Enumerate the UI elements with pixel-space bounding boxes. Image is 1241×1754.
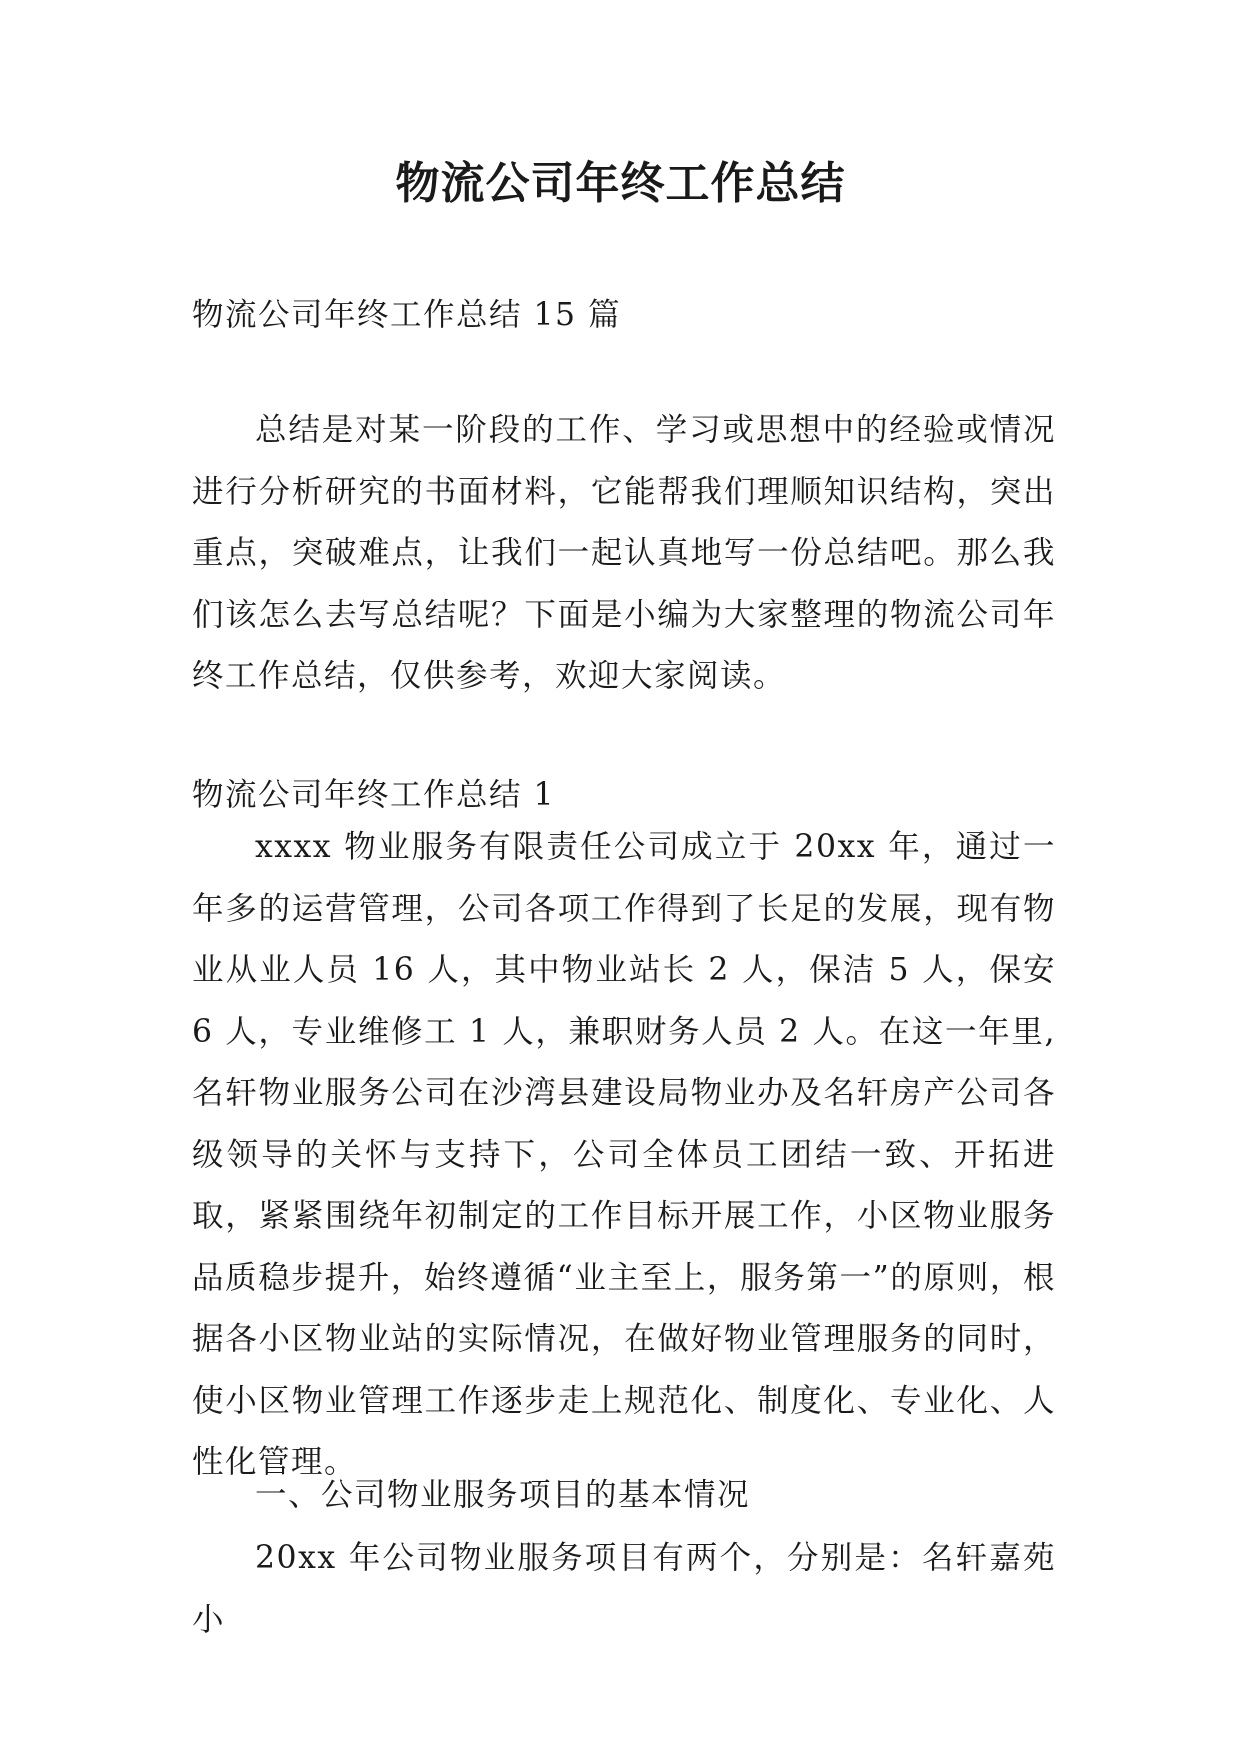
document-title: 物流公司年终工作总结 [395, 158, 846, 209]
intro-paragraph: 总结是对某一阶段的工作、学习或思想中的经验或情况进行分析研究的书面材料，它能帮我们理顺知识结构，突出重点，突破难点，让我们一起认真地写一份总结吧。那么我们该怎么去写总结呢？下面是小编为大家整理的物流公司年终工作总结，仅供参考，欢迎大家阅读。 [192, 412, 1056, 694]
document-subtitle: 物流公司年终工作总结 15 篇 [192, 297, 622, 333]
section-point-heading: 一、公司物业服务项目的基本情况 [255, 1477, 751, 1513]
section-paragraph: xxxx 物业服务有限责任公司成立于 20xx 年，通过一年多的运营管理，公司各项工作得到了长足的发展，现有物业从业人员 16 人，其中物业站长 2 人，保洁 5 人，保安 6 人，专业维修工 1 人，兼职财务人员 2 人。在这一年里,名轩物业服务公司在沙湾县建设局物业办及名轩房产公司各级领导的关怀与支持下，公司全体员工团结一致、开拓进取，紧紧围绕年初制定的工作目标开展工作，小区物业服务品质稳步提升，始终遵循“业主至上，服务第一”的原则，根据各小区物业站的实际情况，在做好物业管理服务的同时，使小区物业管理工作逐步走上规范化、制度化、专业化、人性化管理。 [192, 829, 1056, 1480]
section-paragraph-continued: 20xx 年公司物业服务项目有两个，分别是：名轩嘉苑小 [192, 1540, 1056, 1638]
section-heading: 物流公司年终工作总结 1 [192, 777, 556, 813]
